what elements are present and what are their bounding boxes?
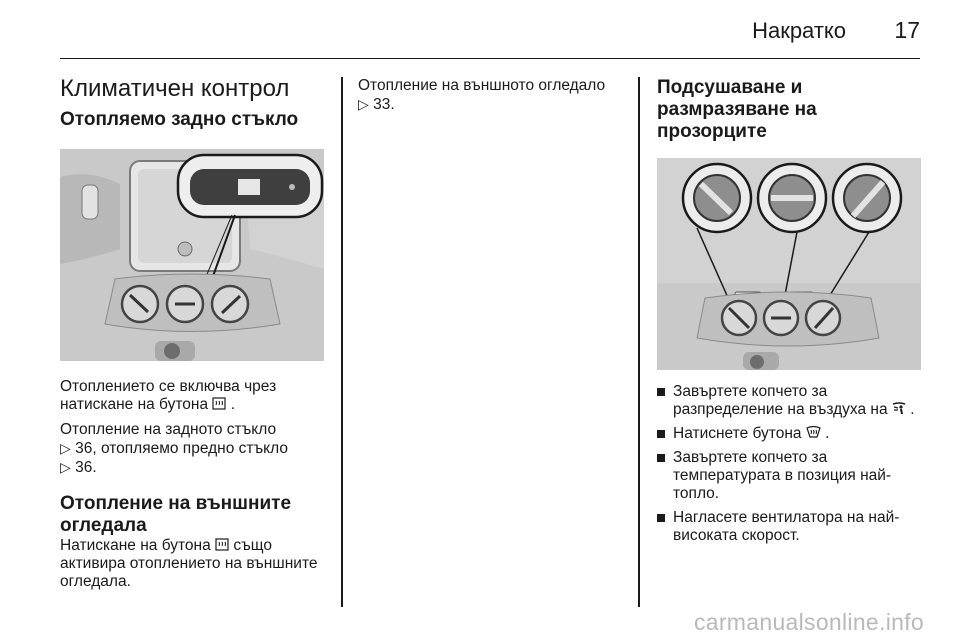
subsection-title: Отопляемо задно стъкло (60, 109, 299, 130)
page-number: 17 (894, 17, 920, 43)
column-divider-2 (638, 77, 640, 607)
climate-control-figure (657, 158, 921, 370)
windscreen-airflow-icon (892, 401, 910, 418)
list-item-text: Натиснете бутона (673, 425, 802, 442)
heated-rear-window-icon (212, 396, 230, 413)
defog-steps-list (657, 383, 921, 545)
paragraph-rear-heater-end: . (230, 396, 236, 413)
paragraph-ref-text: Отопление на задното стъкло (60, 421, 277, 438)
list-item-end: . (910, 401, 915, 418)
defog-heading: Подсушаване и размразяване на прозорците (657, 77, 817, 142)
list-item (657, 383, 921, 419)
windscreen-defrost-icon (806, 425, 825, 442)
reference-arrow-icon: ▷ (60, 440, 71, 456)
watermark: carmanualsonline.info (693, 609, 924, 635)
bullet-square-icon (657, 430, 665, 438)
header-title: Накратко (752, 18, 846, 43)
bullet-square-icon (657, 514, 665, 522)
subheading-mirror-heater: Отопление на външните огледала (60, 493, 292, 536)
list-item (657, 509, 921, 545)
paragraph-rear-heater-text: Отоплението се включва чрез натискане на бутона (60, 378, 277, 413)
list-item (657, 425, 921, 443)
paragraph-mirror-ref (358, 77, 623, 114)
section-title: Климатичен контрол (60, 75, 290, 102)
paragraph-mirror-text: Натискане на бутона (60, 537, 211, 554)
bullet-square-icon (657, 388, 665, 396)
reference-arrow-icon: ▷ (358, 96, 369, 112)
paragraph-mirror-ref-text: Отопление на външното огледало (358, 77, 606, 94)
list-item-text: Завъртете копчето за разпределение на въздуха на (673, 383, 888, 418)
paragraph-mirror-heater (60, 537, 328, 591)
column-3 (657, 60, 921, 551)
column-1 (60, 60, 328, 591)
bullet-square-icon (657, 454, 665, 462)
paragraph-ref-1: 36, отопляемо предно стъкло (75, 440, 288, 457)
paragraph-rear-heater (60, 378, 328, 414)
column-2 (358, 60, 623, 114)
column-divider-1 (341, 77, 343, 607)
paragraph-mirror-ref-page: 33. (373, 96, 395, 113)
list-item (657, 449, 921, 503)
paragraph-ref-2: 36. (75, 459, 97, 476)
list-item-text: Завъртете копчето за температурата в позиция най-топло. (673, 449, 892, 502)
page-header (60, 0, 920, 59)
rear-window-heater-figure (60, 149, 324, 361)
paragraph-mirror-rest: също активира отоплението на външните огледала. (60, 537, 318, 590)
heated-rear-window-icon (215, 537, 233, 554)
list-item-text: Нагласете вентилатора на най-високата скорост. (673, 509, 900, 544)
reference-arrow-icon: ▷ (60, 459, 71, 475)
paragraph-rear-heater-ref (60, 421, 328, 477)
list-item-end: . (825, 425, 830, 442)
